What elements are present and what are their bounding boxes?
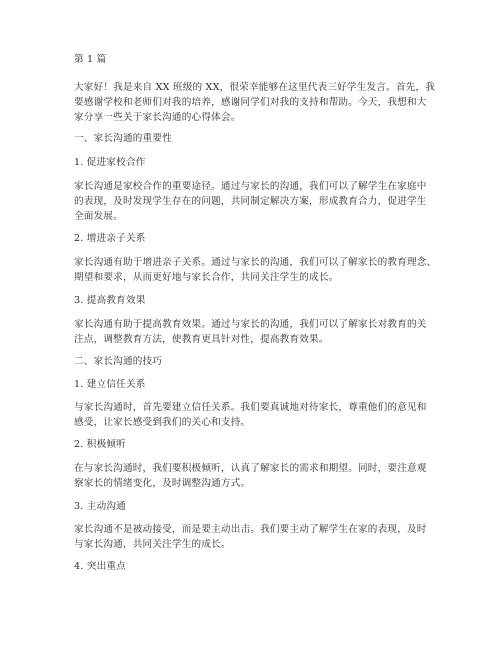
item-heading-focus: 4. 突出重点 (74, 561, 126, 572)
item-body-effect (74, 317, 434, 347)
item-heading-family: 2. 增进亲子关系 (74, 233, 146, 244)
body-line: 的表现，及时发现学生存在的问题，共同制定解决方案，形成教育合力，促进学生 (74, 196, 427, 207)
intro-line: 要感谢学校和老师们对我的培养，感谢同学们对我的支持和帮助。今天，我想和大 (74, 97, 427, 108)
body-line: 家长沟通不是被动接受，而是要主动出击。我们要主动了解学生在家的表现，及时 (74, 524, 427, 535)
body-line: 期望和要求，从而更好地与家长合作，共同关注学生的成长。 (74, 272, 339, 283)
intro-line: 大家好！我是来自 XX 班级的 XX，很荣幸能够在这里代表三好学生发言。首先，我 (74, 82, 436, 93)
body-line: 家长沟通是家校合作的重要途径。通过与家长的沟通，我们可以了解学生在家庭中 (74, 181, 427, 192)
body-line: 全面发展。 (74, 211, 123, 222)
body-line: 与家长沟通，共同关注学生的成长。 (74, 539, 231, 550)
item-heading-effect: 3. 提高教育效果 (74, 295, 146, 306)
item-body-listen (74, 461, 434, 491)
body-line: 与家长沟通时，首先要建立信任关系。我们要真诚地对待家长，尊重他们的意见和 (74, 402, 427, 413)
body-line: 注点，调整教育方法，使教育更具针对性，提高教育效果。 (74, 334, 329, 345)
item-body-trust (74, 400, 434, 430)
body-line: 家长沟通有助于提高教育效果。通过与家长的沟通，我们可以了解家长对教育的关 (74, 319, 427, 330)
item-heading-initiative: 3. 主动沟通 (74, 501, 126, 512)
item-heading-listen: 2. 积极倾听 (74, 439, 126, 450)
item-heading-trust: 1. 建立信任关系 (74, 379, 146, 390)
item-heading-cooperation: 1. 促进家校合作 (74, 157, 146, 168)
item-body-cooperation (74, 179, 434, 224)
item-body-initiative (74, 522, 434, 552)
intro-paragraph (74, 80, 434, 125)
item-body-family (74, 255, 437, 285)
section-heading-skills: 二、家长沟通的技巧 (74, 356, 163, 367)
intro-line: 家分享一些关于家长沟通的心得体会。 (74, 112, 241, 123)
part-label: 第 1 篇 (74, 54, 107, 65)
body-line: 察家长的情绪变化，及时调整沟通方式。 (74, 478, 251, 489)
body-line: 在与家长沟通时，我们要积极倾听，认真了解家长的需求和期望。同时，要注意观 (74, 463, 427, 474)
body-line: 家长沟通有助于增进亲子关系。通过与家长的沟通，我们可以了解家长的教育理念、 (74, 257, 437, 268)
body-line: 感受，让家长感受到我们的关心和支持。 (74, 417, 251, 428)
section-heading-importance: 一、家长沟通的重要性 (74, 133, 172, 144)
